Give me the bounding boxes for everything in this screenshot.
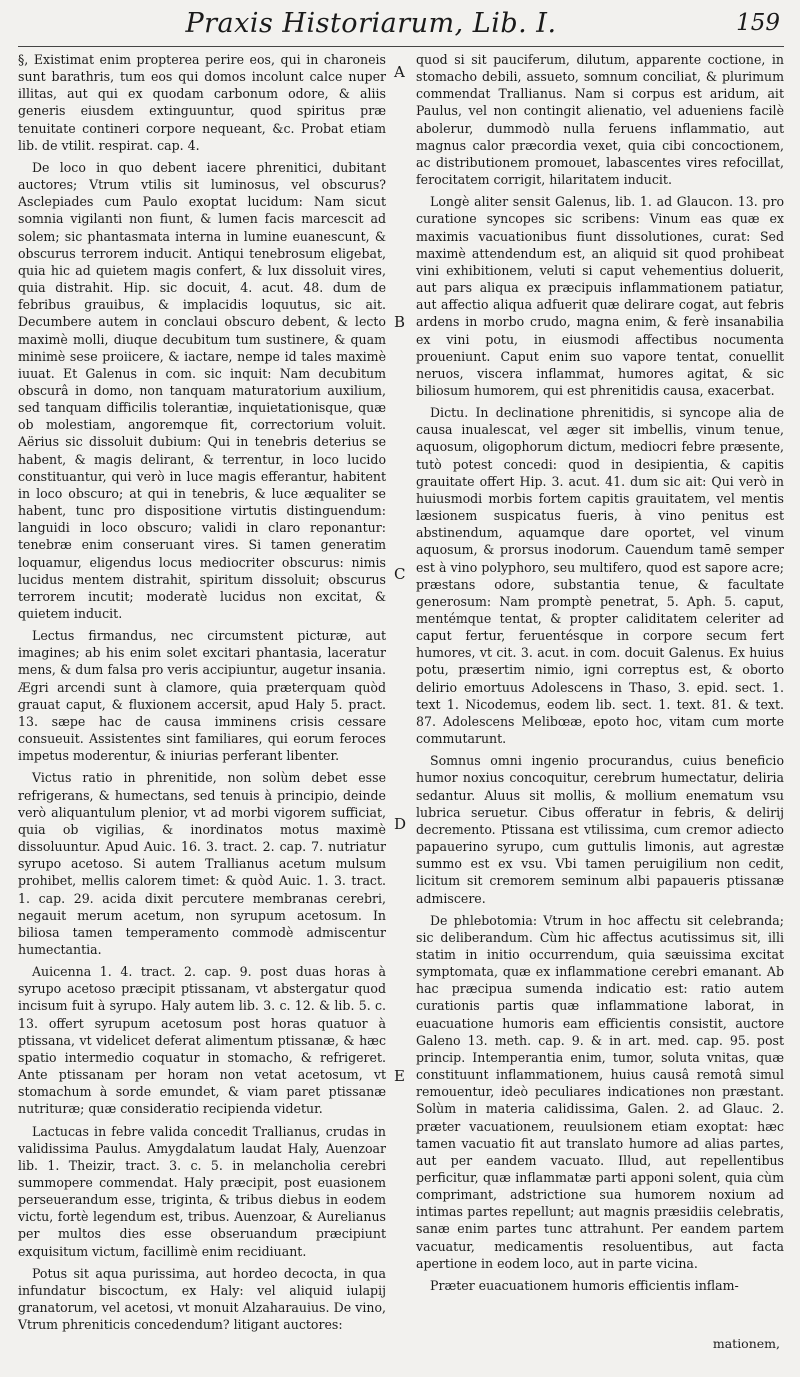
paragraph: Victus ratio in phrenitide, non solùm debet esse refrigerans, & humectans, sed tenuis à principio, deinde verò aliquantulum plenior, vt ad morbi vigorem sufficiat, quia ob vigilias, & inordinatos motus maximè dissoluuntur. Apud Auic. 16. 3. tract. 2. cap. 7. nutriatur syrupo acetoso. Si autem Trallianus acetum mulsum prohibet, mellis calorem timet: & quòd Auic. 1. 3. tract. 1. cap. 29. acida dixit percutere membranas cerebri, negauit merum acetum, non syrupum acetosum. In biliosa tamen temperamento commodè admiscentur humectantia. <box>18 770 386 957</box>
paragraph: Lactucas in febre valida concedit Trallianus, crudas in validissima Paulus. Amygdalatum laudat Haly, Auenzoar lib. 1. Theizir, tract. 3. c. 5. in melancholia cerebri summopere commendat. Haly præcipit, post euasionem perseuerandum esse, triginta, & tribus diebus in eodem victu, fortè legendum est, tribus. Auenzoar, & Aurelianus per multos dies esse obseruandum præcipiunt exquisitum victum, facillimè enim recidiuant. <box>18 1123 386 1259</box>
text-columns <box>18 51 784 1338</box>
margin-letters <box>390 51 414 1371</box>
left-column <box>18 51 386 1338</box>
page-number: 159 <box>736 10 780 36</box>
paragraph: §, Existimat enim propterea perire eos, qui in charoneis sunt barathris, tum eos qui domos incolunt calce nuper illitas, aut qui ex quodam carbonum odore, & aliis generis eiusdem extinguuntur, quod spiritus præ tenuitate contineri corpore nequeant, &c. Probat etiam lib. de vtilit. respirat. cap. 4. <box>18 52 386 153</box>
paragraph: Lectus firmandus, nec circumstent picturæ, aut imagines; ab his enim solet excitari phantasia, laceratur mens, & dum falsa pro veris accipiuntur, augetur insania. Ægri arcendi sunt à clamore, quia præterquam quòd grauat caput, & fluxionem accersit, apud Haly 5. pract. 13. sæpe hac de causa imminens crisis cessare consueuit. Assistentes sint familiares, qui eorum feroces impetus moderentur, & iniurias perferant libenter. <box>18 628 386 764</box>
paragraph: Potus sit aqua purissima, aut hordeo decocta, in qua infundatur biscoctum, ex Haly: vel aliquid iulapij granatorum, vel acetosi, vt monuit Alzaharauius. De vino, Vtrum phreniticis concedendum? litigant auctores: <box>18 1265 386 1333</box>
running-title: Praxis Historiarum, Lib. I. <box>185 8 557 39</box>
paragraph: Dictu. In declinatione phrenitidis, si syncope alia de causa inualescat, vel æger sit imbellis, vinum tenue, aquosum, oligophorum dictum, mediocri febre præsente, tutò potest concedi: quod in desipientia, & capitis grauitate offert Hip. 3. acut. 41. dum sic ait: Qui verò in huiusmodi morbis fortem capitis grauitatem, vel mentis læsionem suspicatus fueris, à vino penitus est abstinendum, aquamque dare oportet, vel vinum aquosum, & prorsus inodorum. Cauendum tamē semper est à vino polyphoro, seu multifero, quod est sapore acre; præstans odore, substantia tenue, & facultate generosum: Nam promptè penetrat, 5. Aph. 5. caput, mentémque tentat, & propter caliditatem celeriter ad caput fertur, feruentésque in corpore secum fert humores, vt cit. 3. acut. in com. docuit Galenus. Ex huius potu, præsertim nimio, igni correptus est, & oborto delirio emortuus Adolescens in Thaso, 3. epid. sect. 1. text 1. Nicodemus, eodem lib. sect. 1. text. 81. & text. 87. Adolescens Melibœæ, epoto hoc, vitam cum morte commutarunt. <box>416 405 784 747</box>
margin-letter-d: D <box>394 815 407 833</box>
margin-letter-e: E <box>394 1067 405 1085</box>
paragraph: quod si sit pauciferum, dilutum, apparente coctione, in stomacho debili, assueto, somnum conciliat, & plurimum commendat Trallianus. Nam si corpus est aridum, ait Paulus, vel non contingit alienatio, vel adueniens facilè abolerur, dummodò nulla feruens inflammatio, aut magnus calor præcordia vexet, quia cibi concoctionem, ac distributionem promouet, labascentes vires refocillat, ferocitatem corrigit, hilaritatem inducit. <box>416 52 784 188</box>
catchword: mationem, <box>712 1336 780 1352</box>
margin-letter-c: C <box>394 565 406 583</box>
paragraph: Auicenna 1. 4. tract. 2. cap. 9. post duas horas à syrupo acetoso præcipit ptissanam, vt abstergatur quod incisum fuit à syrupo. Haly autem lib. 3. c. 12. & lib. 5. c. 13. offert syrupum acetosum post horas quatuor à ptissana, vt videlicet deferat alimentum ptissanæ, & hæc spatio intermedio coquatur in stomacho, & refrigeret. Ante ptissanam per horam non vetat acetosum, vt stomachum à sorde emundet, & viam paret ptissanæ nutrituræ; quæ consideratio recipienda videtur. <box>18 964 386 1117</box>
margin-letter-b: B <box>394 313 406 331</box>
paragraph: De phlebotomia: Vtrum in hoc affectu sit celebranda; sic deliberandum. Cùm hic affectus acutissimus sit, illi statim in initio occurrendum, quia sæuissima excitat symptomata, quæ ex inflammatione cerebri emanant. Ab hac præcipua sumenda indicatio est: ratio autem curationis partis quæ inflammatione laborat, in euacuatione humoris eam efficientis consistit, auctore Galeno 13. meth. cap. 9. & in art. med. cap. 95. post princip. Intemperantia enim, tumor, soluta vnitas, quæ constituunt inflammationem, huius causâ remotâ simul remouentur, ideò peculiares indicationes non præstant. Solùm in materia calidissima, Galen. 2. ad Glauc. 2. præter vacuationem, reuulsionem etiam exoptat: hæc tamen vacuatio fit aut translato humore ad alias partes, aut per eandem vacuato. Illud, aut repellentibus perficitur, quæ inflammatæ parti apponi solent, quia cùm comprimant, adstrictione sua humorem noxium ad intimas partes repellunt; aut magnis præsidiis celebratis, sanæ enim partes tunc attrahunt. Per eandem partem vacuatur, medicamentis resoluentibus, aut facta apertione in eodem loco, aut in parte vicina. <box>416 912 784 1271</box>
paragraph: Longè aliter sensit Galenus, lib. 1. ad Glaucon. 13. pro curatione syncopes sic scribens: Vinum eas quæ ex maximis vacuationibus fiunt dissolutiones, curat: Sed maximè attendendum est, an aliquid sit quod prohibeat vini exhibitionem, veluti si caput vehementius doluerit, aut pars aliqua ex præcipuis inflammationem patiatur, aut affectio aliqua adfuerit quæ delirare cogat, aut febris ardens in morbo crudo, magna enim, & ferè insanabilia ex vini potu, in eiusmodi affectibus nocumenta proueniunt. Caput enim suo vapore tentat, conuellit neruos, viscera inflammat, humores agitat, & sic biliosum humorem, qui est phrenitidis causa, exacerbat. <box>416 194 784 398</box>
right-column <box>416 51 784 1338</box>
page-header <box>18 6 784 47</box>
paragraph: De loco in quo debent iacere phrenitici, dubitant auctores; Vtrum vtilis sit luminosus, vel obscurus? Asclepiades cum Paulo exoptat lucidum: Nam sicut somnia vigilanti non fiunt, & lumen facis marcescit ad solem; sic phantasmata interna in lumine euanescunt, & obscurus terrorem inducit. Antiqui tenebrosum eligebat, quia hic ad quietem magis confert, & lux dissoluit vires, quia distrahit. Hip. sic docuit, 4. acut. 48. dum de febribus grauibus, & implacidis loquutus, sic ait. Decumbere autem in conclaui obscuro debent, & lecto maximè molli, diuque decubitum tum sustinere, & quam minimè sese proiicere, & iactare, nempe id tales maximè iuuat. Et Galenus in com. sic inquit: Nam decubitum obscurâ in domo, non tanquam maturatorium auxilium, sed tanquam difficilis tolerantiæ, inquietationisque, quæ ob molestiam, angoremque fit, correctorium voluit. Aërius sic dissoluit dubium: Qui in tenebris deterius se habent, & magis delirant, & terrentur, in loco lucido constituantur, qui verò in luce magis efferantur, habitent in loco obscuro; at qui in tenebris, & luce æqualiter se habent, tunc pro dispositione virtutis distinguendum: languidi in loco obscuro; validi in claro reponantur: tenebræ enim conseruant vires. Si tamen generatim loquamur, eligendus locus mediocriter obscurus: nimis lucidus mentem distrahit, spiritum dissoluit; obscurus terrorem incutit; moderatè lucidus non excitat, & quietem inducit. <box>18 159 386 621</box>
paragraph: Præter euacuationem humoris efficientis inflam- <box>430 1277 739 1293</box>
paragraph: Somnus omni ingenio procurandus, cuius beneficio humor noxius concoquitur, cerebrum humectatur, deliria sedantur. Aluus sit mollis, & mollium enematum vsu lubrica seruetur. Cibus offeratur in febris, & delirij decremento. Ptissana est vtilissima, cum cremor adiecto papauerino syrupo, cum guttulis limonis, aut agrestæ summo est ex vsu. Vbi tamen peruigilium non cedit, licitum sit cremorem seminum albi papaueris ptissanæ admiscere. <box>416 753 784 906</box>
margin-letter-a: A <box>394 63 405 81</box>
